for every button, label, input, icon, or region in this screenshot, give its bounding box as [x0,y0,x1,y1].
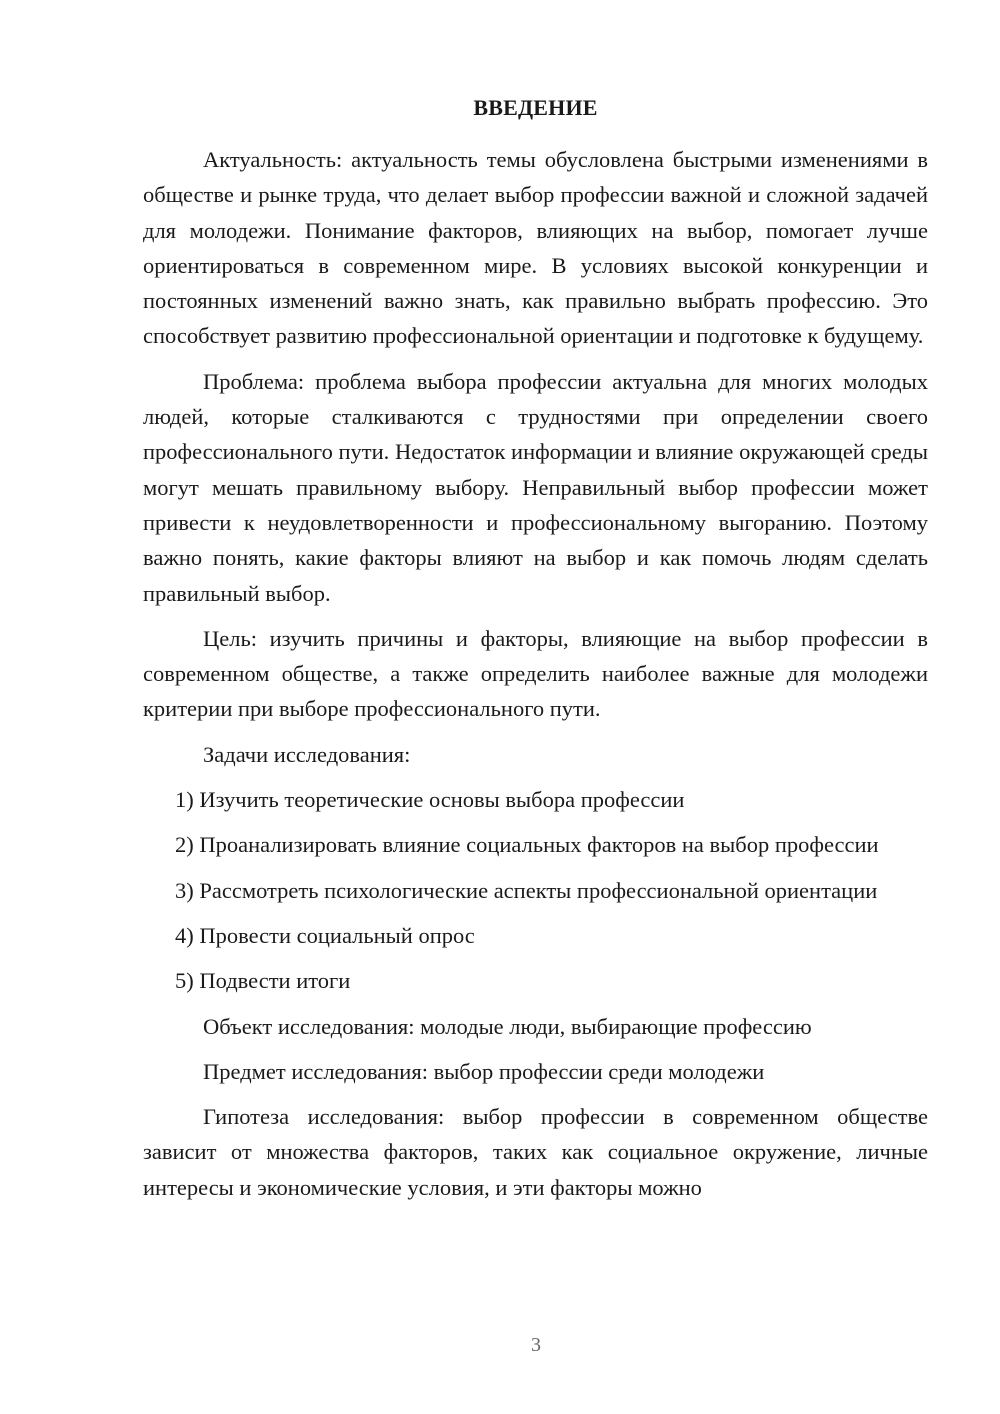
body-text [143,142,928,1215]
task-item: 2) Проанализировать влияние социальных факторов на выбор профессии [175,832,879,858]
paragraph-goal: Цель: изучить причины и факторы, влияющие на выбор профессии в современном обществе, а также определить наиболее важные для молодежи критерии при выборе профессионального пути. [143,625,928,722]
task-item: 1) Изучить теоретические основы выбора профессии [175,787,685,813]
tasks-heading: Задачи исследования: [203,741,411,767]
page-title: ВВЕДЕНИЕ [473,95,598,120]
page-number: 3 [531,1334,541,1356]
task-item: 3) Рассмотреть психологические аспекты профессиональной ориентации [175,877,878,903]
paragraph-relevance: Актуальность: актуальность темы обусловлена быстрыми изменениями в обществе и рынке труда, что делает выбор профессии важной и сложной задачей для молодежи. Понимание факторов, влияющих на выбор, помогает лучше ориентироваться в современном мире. В условиях высокой конкуренции и постоянных изменений важно знать, как правильно выбрать профессию. Это способствует развитию профессиональной ориентации и подготовке к будущему. [143,147,928,349]
paragraph-object: Объект исследования: молодые люди, выбирающие профессию [203,1013,812,1039]
task-item: 4) Провести социальный опрос [175,922,475,948]
task-item: 5) Подвести итоги [175,968,351,994]
paragraph-subject: Предмет исследования: выбор профессии среди молодежи [203,1058,765,1084]
paragraph-problem: Проблема: проблема выбора профессии актуальна для многих молодых людей, которые сталкиваются с трудностями при определении своего профессионального пути. Недостаток информации и влияние окружающей среды могут мешать правильному выбору. Неправильный выбор профессии может привести к неудовлетворенности и профессиональному выгоранию. Поэтому важно понять, какие факторы влияют на выбор и как помочь людям сделать правильный выбор. [143,368,928,606]
paragraph-hypothesis: Гипотеза исследования: выбор профессии в современном обществе зависит от множества факторов, таких как социальное окружение, личные интересы и экономические условия, и эти факторы можно [143,1104,928,1200]
